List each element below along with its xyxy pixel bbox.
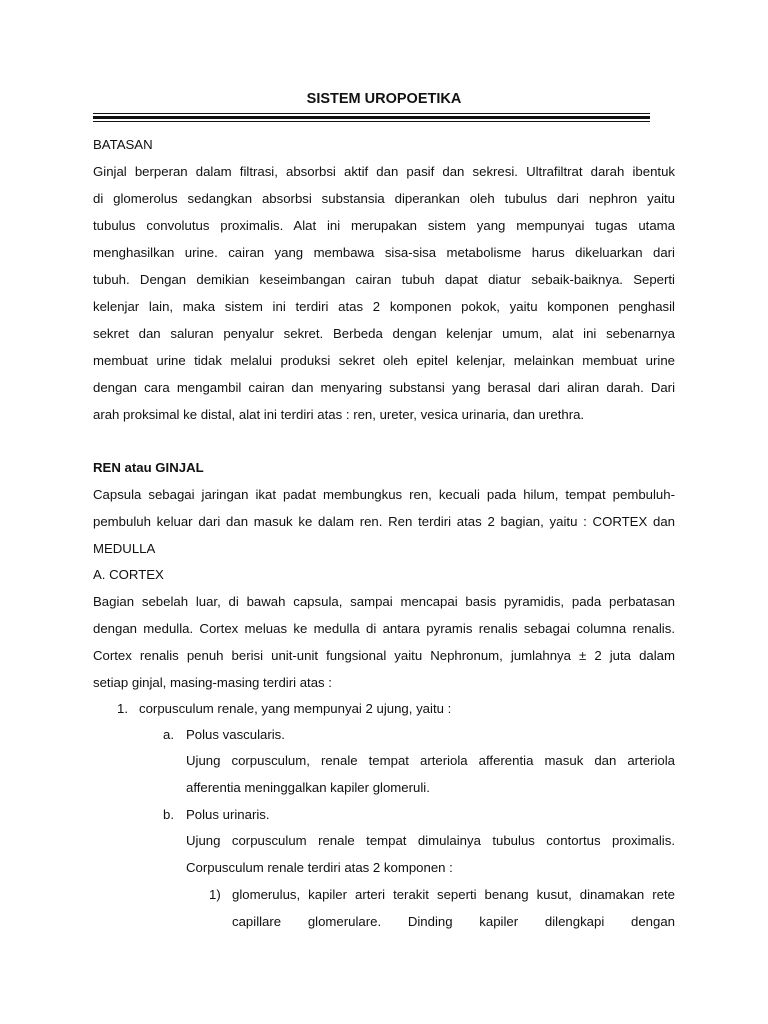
list-item-line: glomerulus, kapiler arteri terakit seperti benang kusut, dinamakan rete bbox=[232, 887, 675, 902]
paragraph-line: dengan medulla. Cortex meluas ke medulla di antara pyramis renalis sebagai columna renalis. bbox=[93, 621, 675, 636]
list-item-line: capillare glomerulare. Dinding kapiler dilengkapi dengan bbox=[232, 914, 675, 929]
paragraph-line: Bagian sebelah luar, di bawah capsula, sampai mencapai basis pyramidis, pada perbatasan bbox=[93, 594, 675, 609]
paragraph-line: Ginjal berperan dalam filtrasi, absorbsi aktif dan pasif dan sekresi. Ultrafiltrat darah ibentuk bbox=[93, 164, 675, 179]
list-item-line: Ujung corpusculum renale tempat dimulainya tubulus contortus proximalis. bbox=[186, 833, 675, 848]
title-rule-bottom bbox=[93, 121, 650, 122]
paragraph-line: dengan cara mengambil cairan dan menyaring substansi yang berasal dari aliran darah. Dari bbox=[93, 380, 675, 395]
list-item-label: Polus vascularis. bbox=[186, 727, 285, 742]
list-number-1: 1. bbox=[117, 701, 128, 716]
list-letter-a: a. bbox=[163, 727, 174, 742]
page-title: SISTEM UROPOETIKA bbox=[306, 91, 462, 107]
paragraph-line: MEDULLA bbox=[93, 541, 156, 556]
paragraph-line: Cortex renalis penuh berisi unit-unit fungsional yaitu Nephronum, jumlahnya ± 2 juta dalam bbox=[93, 648, 675, 663]
title-rule-top bbox=[93, 113, 650, 114]
paragraph-line: tubulus convolutus proximalis. Alat ini merupakan sistem yang mempunyai tugas utama bbox=[93, 218, 675, 233]
paragraph-line: pembuluh keluar dari dan masuk ke dalam ren. Ren terdiri atas 2 bagian, yaitu : CORTEX dan bbox=[93, 514, 675, 529]
paragraph-line: membuat urine tidak melalui produksi sekret oleh epitel kelenjar, melainkan membuat urine bbox=[93, 353, 675, 368]
paragraph-line: tubuh. Dengan demikian keseimbangan cairan tubuh dapat diatur sebaik-baiknya. Seperti bbox=[93, 272, 675, 287]
list-letter-b: b. bbox=[163, 807, 174, 822]
paragraph-line: sekret dan saluran penyalur sekret. Berbeda dengan kelenjar umum, alat ini sebenarnya bbox=[93, 326, 675, 341]
list-item-line: afferentia meninggalkan kapiler glomeruli. bbox=[186, 780, 430, 795]
list-item-line: Ujung corpusculum, renale tempat arteriola afferentia masuk dan arteriola bbox=[186, 753, 675, 768]
paragraph-line: arah proksimal ke distal, alat ini terdiri atas : ren, ureter, vesica urinaria, dan urethra. bbox=[93, 407, 585, 422]
list-number-1-paren: 1) bbox=[209, 887, 221, 902]
list-item-line: Corpusculum renale terdiri atas 2 komponen : bbox=[186, 860, 453, 875]
title-rule-middle bbox=[93, 116, 650, 119]
list-item-label: Polus urinaris. bbox=[186, 807, 270, 822]
paragraph-line: menghasilkan urine. cairan yang membawa sisa-sisa metabolisme harus dikeluarkan dari bbox=[93, 245, 675, 260]
paragraph-line: di glomerolus sedangkan absorbsi substansia diperankan oleh tubulus dari nephron yaitu bbox=[93, 191, 675, 206]
paragraph-line: Capsula sebagai jaringan ikat padat membungkus ren, kecuali pada hilum, tempat pembuluh- bbox=[93, 487, 675, 502]
section-heading-ren: REN atau GINJAL bbox=[93, 460, 204, 475]
paragraph-line: kelenjar lain, maka sistem ini terdiri atas 2 komponen pokok, yaitu komponen penghasil bbox=[93, 299, 675, 314]
section-heading-batasan: BATASAN bbox=[93, 137, 153, 152]
section-heading-cortex: A. CORTEX bbox=[93, 567, 164, 582]
paragraph-line: setiap ginjal, masing-masing terdiri atas : bbox=[93, 675, 332, 690]
list-item-text: corpusculum renale, yang mempunyai 2 ujung, yaitu : bbox=[139, 701, 452, 716]
